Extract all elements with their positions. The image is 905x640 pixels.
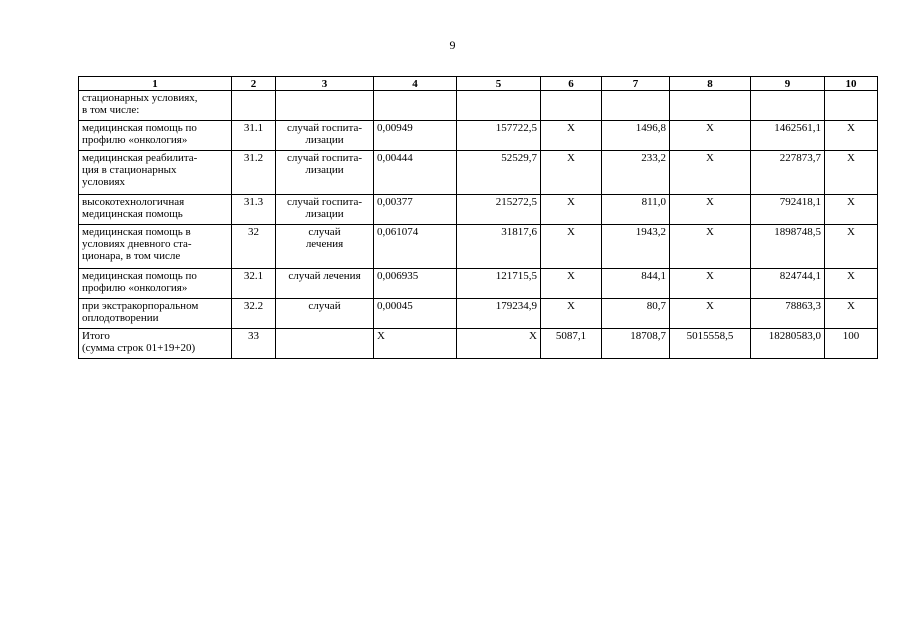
table-cell-c3 xyxy=(276,329,374,359)
table-cell-c8: Х xyxy=(670,121,751,151)
table-cell-c7: 1943,2 xyxy=(602,225,670,269)
table-cell-c10: Х xyxy=(825,269,878,299)
table-cell-c6: 5087,1 xyxy=(541,329,602,359)
header-cell: 1 xyxy=(79,77,232,91)
header-row xyxy=(79,77,878,91)
header-cell: 6 xyxy=(541,77,602,91)
table-cell-c8: 5015558,5 xyxy=(670,329,751,359)
table-cell-c5: 157722,5 xyxy=(457,121,541,151)
table-cell-c5: 179234,9 xyxy=(457,299,541,329)
table-cell-c10: Х xyxy=(825,121,878,151)
table-cell-c3: случай госпита- лизации xyxy=(276,195,374,225)
table-cell-c4: 0,00444 xyxy=(374,151,457,195)
table-cell-c9: 1898748,5 xyxy=(751,225,825,269)
table-cell-c9: 18280583,0 xyxy=(751,329,825,359)
table-cell-c4: 0,00045 xyxy=(374,299,457,329)
table-cell-c2: 31.2 xyxy=(232,151,276,195)
table-cell-c1: медицинская помощь по профилю «онкология» xyxy=(79,121,232,151)
table-cell-c8: Х xyxy=(670,225,751,269)
table-cell-c9: 824744,1 xyxy=(751,269,825,299)
table-cell-c4: 0,00377 xyxy=(374,195,457,225)
table-row xyxy=(79,329,878,359)
table-cell-c3: случай лечения xyxy=(276,269,374,299)
header-cell: 10 xyxy=(825,77,878,91)
table-cell-c7: 1496,8 xyxy=(602,121,670,151)
table-cell-c1: Итого (сумма строк 01+19+20) xyxy=(79,329,232,359)
table-row xyxy=(79,121,878,151)
table-cell-c1: высокотехнологичная медицинская помощь xyxy=(79,195,232,225)
table-cell-c3 xyxy=(276,91,374,121)
table-cell-c7: 18708,7 xyxy=(602,329,670,359)
table-cell-c9: 792418,1 xyxy=(751,195,825,225)
table-cell-c9: 1462561,1 xyxy=(751,121,825,151)
table-cell-c4: 0,00949 xyxy=(374,121,457,151)
table-cell-c5 xyxy=(457,91,541,121)
header-cell: 9 xyxy=(751,77,825,91)
table-cell-c8 xyxy=(670,91,751,121)
table-row xyxy=(79,225,878,269)
table-cell-c8: Х xyxy=(670,299,751,329)
table-cell-c3: случай госпита- лизации xyxy=(276,121,374,151)
table-cell-c10: 100 xyxy=(825,329,878,359)
table-row xyxy=(79,269,878,299)
table-cell-c6: Х xyxy=(541,299,602,329)
table-row xyxy=(79,151,878,195)
table-cell-c3: случай xyxy=(276,299,374,329)
table-cell-c2: 31.1 xyxy=(232,121,276,151)
table-cell-c6: Х xyxy=(541,151,602,195)
table-cell-c4: 0,061074 xyxy=(374,225,457,269)
header-cell: 5 xyxy=(457,77,541,91)
table-cell-c1: при экстракорпоральном оплодотворении xyxy=(79,299,232,329)
table-cell-c8: Х xyxy=(670,151,751,195)
table-cell-c5: 215272,5 xyxy=(457,195,541,225)
data-table xyxy=(78,76,878,359)
table-row xyxy=(79,299,878,329)
table-cell-c6: Х xyxy=(541,225,602,269)
table-cell-c1: стационарных условиях, в том числе: xyxy=(79,91,232,121)
header-cell: 2 xyxy=(232,77,276,91)
table-cell-c6: Х xyxy=(541,195,602,225)
table-cell-c3: случай госпита- лизации xyxy=(276,151,374,195)
table-cell-c2 xyxy=(232,91,276,121)
table-cell-c7 xyxy=(602,91,670,121)
table-cell-c1: медицинская помощь в условиях дневного ста- ционара, в том числе xyxy=(79,225,232,269)
table-cell-c5: 31817,6 xyxy=(457,225,541,269)
table-cell-c6 xyxy=(541,91,602,121)
table-cell-c7: 811,0 xyxy=(602,195,670,225)
table-cell-c2: 32.2 xyxy=(232,299,276,329)
table-cell-c2: 31.3 xyxy=(232,195,276,225)
header-cell: 8 xyxy=(670,77,751,91)
table-cell-c5: 52529,7 xyxy=(457,151,541,195)
table-cell-c8: Х xyxy=(670,195,751,225)
table-cell-c4: Х xyxy=(374,329,457,359)
table-cell-c5: Х xyxy=(457,329,541,359)
table-cell-c6: Х xyxy=(541,121,602,151)
table-cell-c9: 227873,7 xyxy=(751,151,825,195)
table-row xyxy=(79,91,878,121)
table-cell-c4: 0,006935 xyxy=(374,269,457,299)
table-cell-c9 xyxy=(751,91,825,121)
table-cell-c10 xyxy=(825,91,878,121)
table-cell-c1: медицинская реабилита- ция в стационарных условиях xyxy=(79,151,232,195)
table-cell-c4 xyxy=(374,91,457,121)
table-cell-c8: Х xyxy=(670,269,751,299)
table-row xyxy=(79,195,878,225)
header-cell: 3 xyxy=(276,77,374,91)
table-cell-c10: Х xyxy=(825,225,878,269)
table-cell-c6: Х xyxy=(541,269,602,299)
page-number: 9 xyxy=(449,38,456,52)
table-cell-c7: 80,7 xyxy=(602,299,670,329)
header-cell: 4 xyxy=(374,77,457,91)
table-cell-c10: Х xyxy=(825,195,878,225)
table-cell-c2: 32.1 xyxy=(232,269,276,299)
table-cell-c2: 32 xyxy=(232,225,276,269)
table-cell-c3: случай лечения xyxy=(276,225,374,269)
table-cell-c1: медицинская помощь по профилю «онкология» xyxy=(79,269,232,299)
table-cell-c7: 233,2 xyxy=(602,151,670,195)
table-cell-c9: 78863,3 xyxy=(751,299,825,329)
table-cell-c2: 33 xyxy=(232,329,276,359)
table-cell-c10: Х xyxy=(825,151,878,195)
table-cell-c10: Х xyxy=(825,299,878,329)
table-cell-c5: 121715,5 xyxy=(457,269,541,299)
table-body xyxy=(79,91,878,359)
table-cell-c7: 844,1 xyxy=(602,269,670,299)
header-cell: 7 xyxy=(602,77,670,91)
